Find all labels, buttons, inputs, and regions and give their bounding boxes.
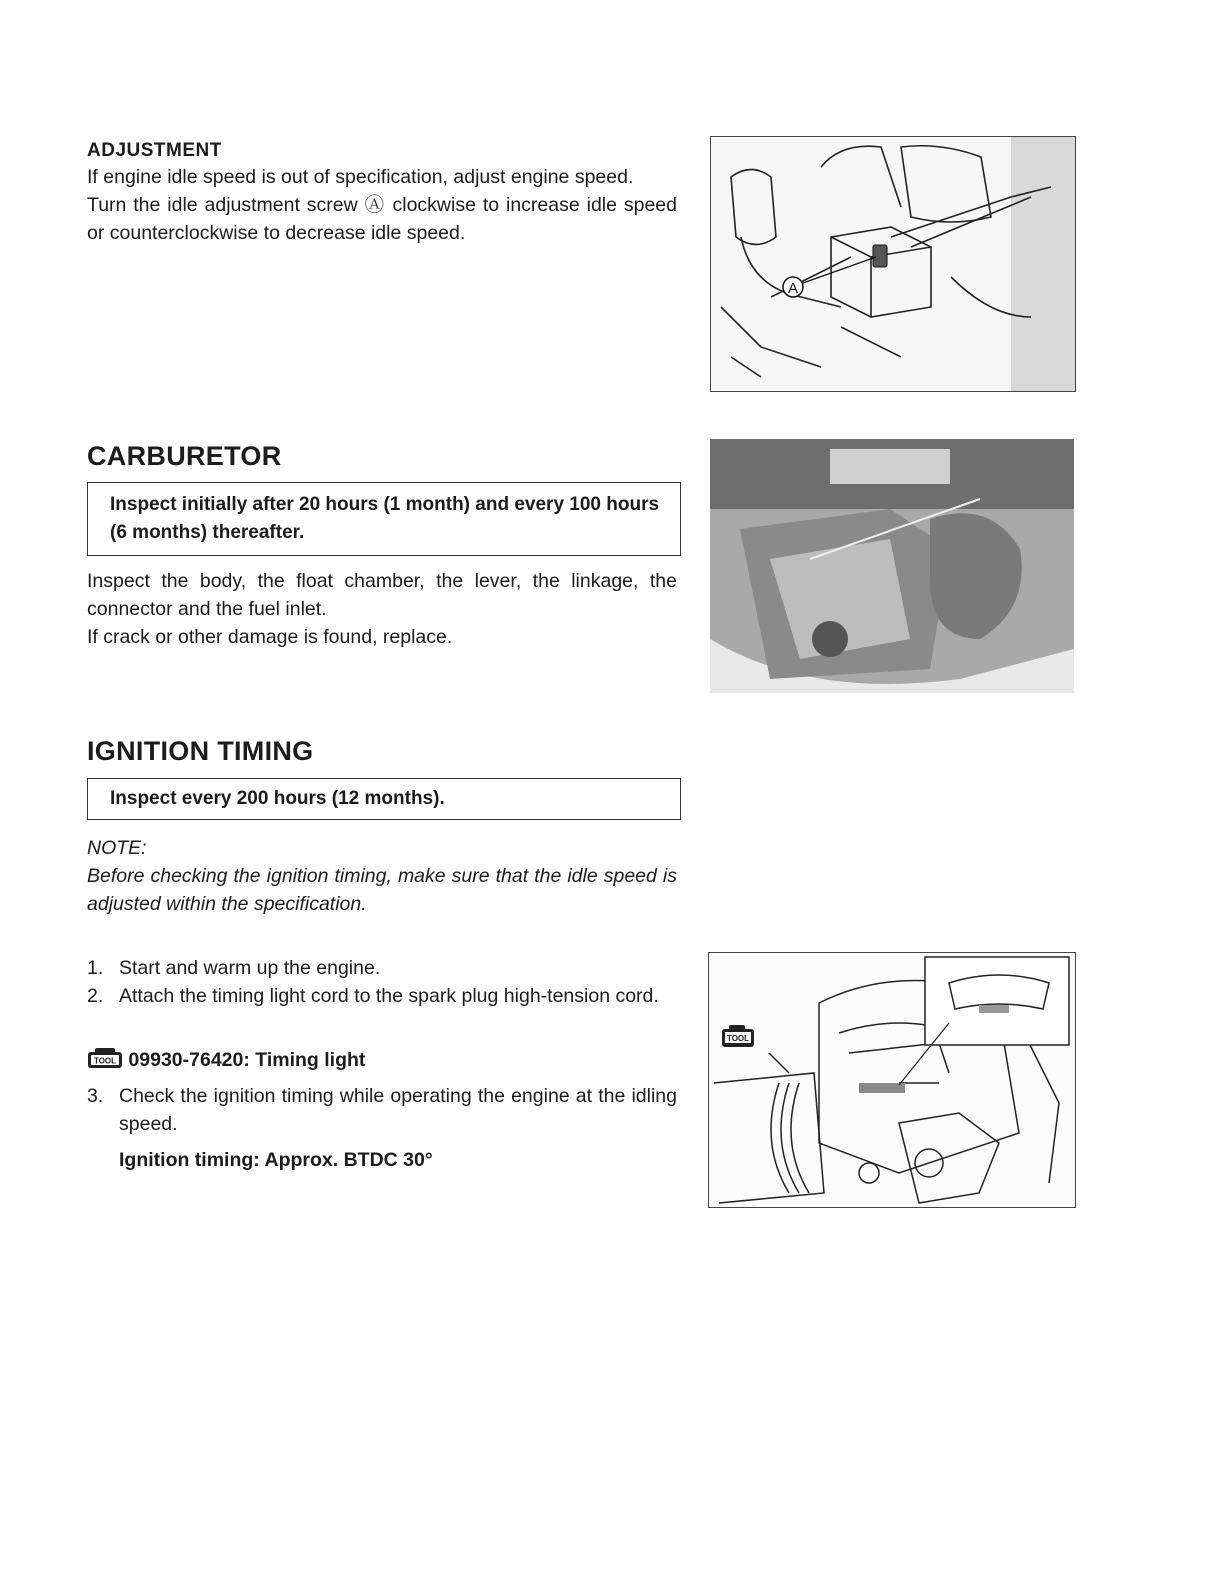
carburetor-line-2: If crack or other damage is found, replace. <box>87 626 453 648</box>
note-text: Before checking the ignition timing, make sure that the idle speed is adjusted within the specification. <box>87 865 677 915</box>
adjustment-line-2: Turn the idle adjustment screw Ⓐ clockwise to increase idle speed or counterclockwise to decrease idle speed. <box>87 194 677 244</box>
adjustment-text <box>87 163 677 247</box>
ignition-interval-box: Inspect every 200 hours (12 months). <box>87 778 681 820</box>
step-1-text: Start and warm up the engine. <box>119 957 381 979</box>
tool-icon <box>87 1047 123 1067</box>
step-3 <box>87 1082 677 1138</box>
step-3-text: Check the ignition timing while operating the engine at the idling speed. <box>119 1085 677 1135</box>
tool-icon-label: TOOL <box>93 1056 117 1066</box>
note-label: NOTE: <box>87 837 147 859</box>
idle-screw-figure <box>710 136 1076 392</box>
carburetor-text <box>87 567 677 651</box>
tool-text: 09930-76420: Timing light <box>128 1049 366 1071</box>
adjustment-line-1: If engine idle speed is out of specification, adjust engine speed. <box>87 166 634 188</box>
ignition-heading: IGNITION TIMING <box>87 736 314 766</box>
tool-line <box>87 1046 677 1074</box>
step-3-number: 3. <box>87 1085 104 1107</box>
step-1-number: 1. <box>87 957 104 979</box>
step-2-text: Attach the timing light cord to the spark plug high-tension cord. <box>119 985 659 1007</box>
idle-screw-illustration <box>711 137 1075 391</box>
figure-tool-label: TOOL <box>726 1034 750 1043</box>
carburetor-line-1: Inspect the body, the float chamber, the lever, the linkage, the connector and the fuel inlet. <box>87 570 677 620</box>
adjustment-heading: ADJUSTMENT <box>87 140 222 161</box>
step-2 <box>87 982 677 1010</box>
carburetor-interval-box: Inspect initially after 20 hours (1 month) and every 100 hours (6 months) thereafter. <box>87 482 681 556</box>
timing-light-illustration <box>709 953 1075 1207</box>
ignition-spec: Ignition timing: Approx. BTDC 30° <box>119 1149 433 1171</box>
carburetor-photo <box>710 439 1074 693</box>
carburetor-photo-illustration <box>710 439 1074 693</box>
carburetor-heading: CARBURETOR <box>87 441 282 471</box>
step-1 <box>87 954 677 982</box>
timing-light-figure <box>708 952 1076 1208</box>
callout-a-label: A <box>787 280 799 297</box>
step-2-number: 2. <box>87 985 104 1007</box>
